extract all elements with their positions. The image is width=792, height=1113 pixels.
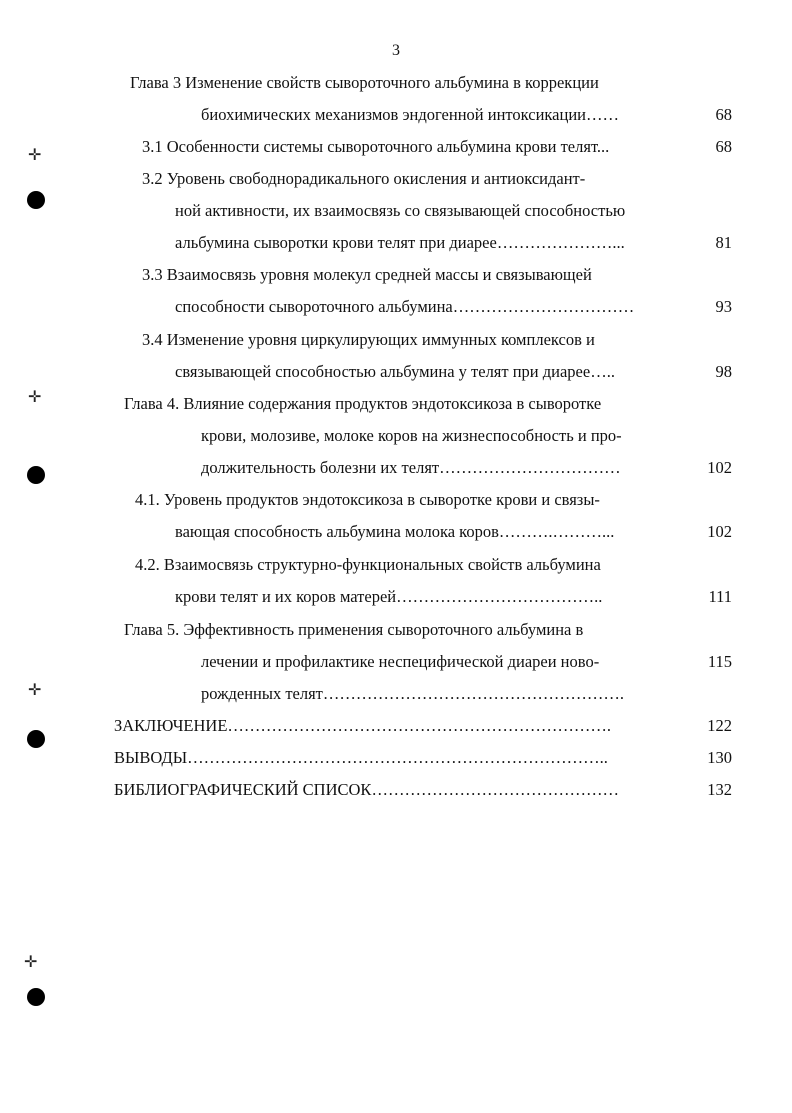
- toc-page-4-2: 111: [708, 587, 732, 606]
- toc-section-3-4-line-2: связывающей способностью альбумина у телят при диарее…..: [175, 362, 615, 381]
- toc-section-3-2-line-1: 3.2 Уровень свободнорадикального окисления и антиоксидант-: [142, 169, 586, 188]
- toc-page-3-3: 93: [715, 297, 732, 316]
- toc-page-4-1: 102: [707, 522, 732, 541]
- toc-section-3-1: 3.1 Особенности системы сывороточного альбумина крови телят...: [142, 137, 610, 156]
- toc-section-3-4-line-1: 3.4 Изменение уровня циркулирующих иммунных комплексов и: [142, 330, 595, 349]
- margin-mark: ✛: [28, 389, 42, 406]
- toc-page-findings: 130: [707, 748, 732, 767]
- toc-chapter-4-line-1: Глава 4. Влияние содержания продуктов эндотоксикоза в сыворотке: [124, 394, 602, 413]
- toc-page-chapter-5: 115: [707, 652, 732, 671]
- toc-page-chapter-3: 68: [715, 105, 732, 124]
- toc-chapter-3-line-1: Глава 3 Изменение свойств сывороточного альбумина в коррекции: [130, 73, 599, 92]
- toc-page-chapter-4: 102: [707, 458, 732, 477]
- toc-chapter-4-line-2: крови, молозиве, молоке коров на жизнеспособность и про-: [201, 426, 622, 445]
- binder-hole: [27, 730, 45, 748]
- toc-chapter-4-line-3: должительность болезни их телят……………………………: [201, 458, 621, 477]
- binder-hole: [27, 466, 45, 484]
- toc-section-4-1-line-2: вающая способность альбумина молока коров……….………...: [175, 522, 615, 541]
- toc-section-4-1-line-1: 4.1. Уровень продуктов эндотоксикоза в сыворотке крови и связы-: [135, 490, 600, 509]
- toc-section-4-2-line-1: 4.2. Взаимосвязь структурно-функциональных свойств альбумина: [135, 555, 601, 574]
- binder-hole: [27, 191, 45, 209]
- toc-section-4-2-line-2: крови телят и их коров матерей………………………………..: [175, 587, 603, 606]
- toc-chapter-3-line-2: биохимических механизмов эндогенной интоксикации……: [201, 105, 619, 124]
- binder-hole: [27, 988, 45, 1006]
- margin-mark: ✛: [24, 954, 38, 971]
- page-number: 3: [392, 42, 400, 59]
- toc-page-conclusion: 122: [707, 716, 732, 735]
- toc-conclusion: ЗАКЛЮЧЕНИЕ…………………………………………………………….: [114, 716, 612, 735]
- toc-chapter-5-line-3: рожденных телят……………………………………………….: [201, 684, 625, 703]
- toc-chapter-5-line-2: лечении и профилактике неспецифической диареи ново-: [201, 652, 600, 671]
- toc-page-3-4: 98: [715, 362, 732, 381]
- toc-section-3-2-line-3: альбумина сыворотки крови телят при диарее…………………...: [175, 233, 625, 252]
- toc-section-3-3-line-2: способности сывороточного альбумина……………………………: [175, 297, 635, 316]
- toc-page-bibliography: 132: [707, 780, 732, 799]
- toc-findings: ВЫВОДЫ…………………………………………………………………..: [114, 748, 608, 767]
- toc-page-3-1: 68: [715, 137, 732, 156]
- margin-mark: ✛: [28, 682, 42, 699]
- margin-mark: ✛: [28, 147, 42, 164]
- toc-bibliography: БИБЛИОГРАФИЧЕСКИЙ СПИСОК………………………………………: [114, 780, 619, 799]
- toc-page-3-2: 81: [715, 233, 732, 252]
- toc-section-3-2-line-2: ной активности, их взаимосвязь со связывающей способностью: [175, 201, 626, 220]
- toc-section-3-3-line-1: 3.3 Взаимосвязь уровня молекул средней массы и связывающей: [142, 265, 592, 284]
- toc-chapter-5-line-1: Глава 5. Эффективность применения сывороточного альбумина в: [124, 620, 584, 639]
